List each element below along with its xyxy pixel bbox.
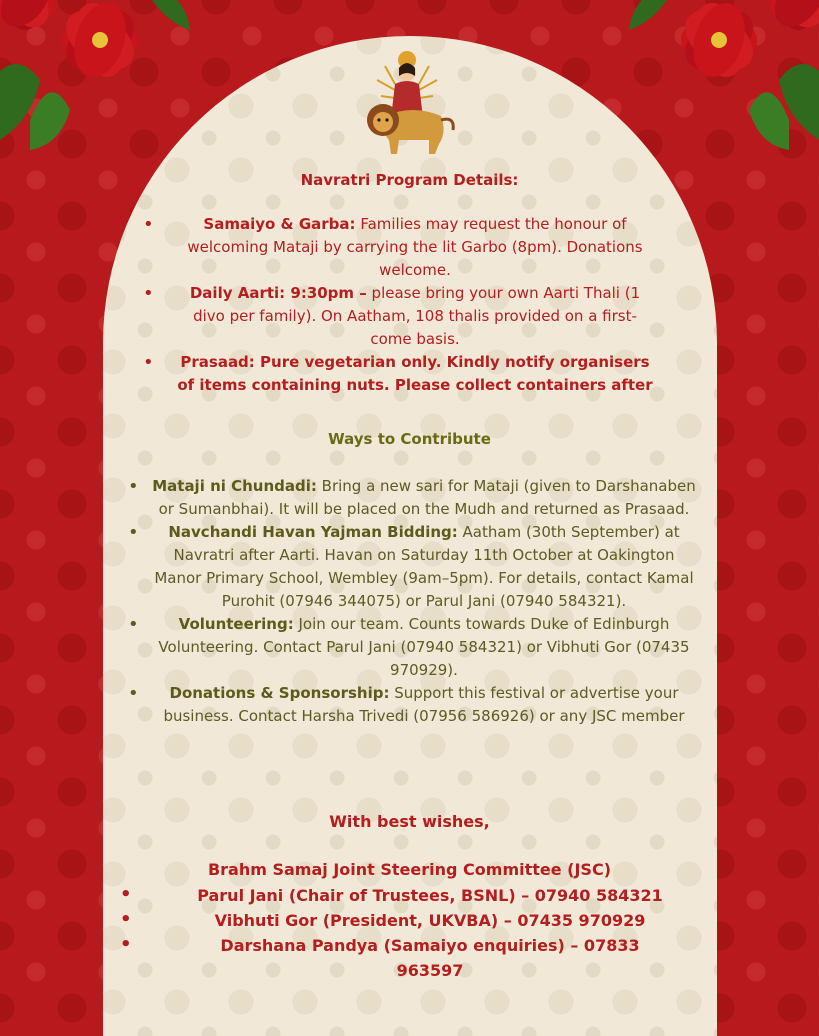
bullet-icon: • <box>120 909 132 930</box>
contact-text: Darshana Pandya (Samaiyo enquiries) – 07833 963597 <box>220 936 640 980</box>
bullet-icon: • <box>143 283 154 304</box>
item-text: Support this festival or advertise your business. Contact Harsha Trivedi (07956 586926) or any JSC member <box>163 684 685 725</box>
list-item <box>128 521 698 613</box>
hibiscus-flower-icon <box>0 0 200 160</box>
list-item <box>143 351 655 397</box>
list-item <box>128 475 698 521</box>
hibiscus-flower-icon <box>619 0 819 160</box>
item-label: Samaiyo & Garba: <box>203 215 356 233</box>
program-list <box>143 213 655 397</box>
item-text: Families may request the honour of welcoming Mataji by carrying the lit Garbo (8pm). Donations welcome. <box>187 215 643 279</box>
bullet-icon: • <box>128 476 139 497</box>
item-text: Bring a new sari for Mataji (given to Darshanaben or Sumanbhai). It will be placed on the Mudh and returned as Prasaad. <box>158 477 696 518</box>
bullet-icon: • <box>128 522 139 543</box>
list-item <box>143 213 655 282</box>
list-item <box>120 883 670 908</box>
item-text: Join our team. Counts towards Duke of Edinburgh Volunteering. Contact Parul Jani (07940 584321) or Vibhuti Gor (07435 970929). <box>158 615 690 679</box>
list-item <box>143 282 655 351</box>
item-text: please bring your own Aarti Thali (1 divo per family). On Aatham, 108 thalis provided on a first-come basis. <box>193 284 641 348</box>
item-label: Navchandi Havan Yajman Bidding: <box>168 523 458 541</box>
item-label: Prasaad: Pure vegetarian only. Kindly notify organisers of items containing nuts. Please collect containers after <box>177 353 653 394</box>
bullet-icon: • <box>120 884 132 905</box>
bullet-icon: • <box>120 934 132 955</box>
list-item <box>128 613 698 682</box>
list-item <box>128 682 698 728</box>
program-title: Navratri Program Details: <box>300 171 519 189</box>
list-item <box>120 908 670 933</box>
list-item <box>120 933 670 983</box>
bullet-icon: • <box>143 352 154 373</box>
item-label: Mataji ni Chundadi: <box>152 477 317 495</box>
goddess-on-lion-icon <box>355 46 459 156</box>
bullet-icon: • <box>143 214 154 235</box>
contact-text: Vibhuti Gor (President, UKVBA) – 07435 970929 <box>214 911 646 930</box>
item-label: Daily Aarti: 9:30pm – <box>189 284 367 302</box>
contact-list <box>120 883 670 983</box>
bullet-icon: • <box>128 683 139 704</box>
item-text: Aatham (30th September) at Navratri after Aarti. Havan on Saturday 11th October at Oakington Manor Primary School, Wembley (9am–5pm). For details, contact Kamal Purohit (07946 344075) or Parul Jani (07940 584321). <box>154 523 694 610</box>
item-label: Volunteering: <box>178 615 294 633</box>
contact-text: Parul Jani (Chair of Trustees, BSNL) – 07940 584321 <box>197 886 663 905</box>
bullet-icon: • <box>128 614 139 635</box>
closing-wishes: With best wishes, <box>329 812 490 831</box>
contribute-title: Ways to Contribute <box>328 430 491 448</box>
committee-name: Brahm Samaj Joint Steering Committee (JSC) <box>207 860 612 879</box>
item-label: Donations & Sponsorship: <box>169 684 390 702</box>
contribute-list <box>128 475 698 728</box>
